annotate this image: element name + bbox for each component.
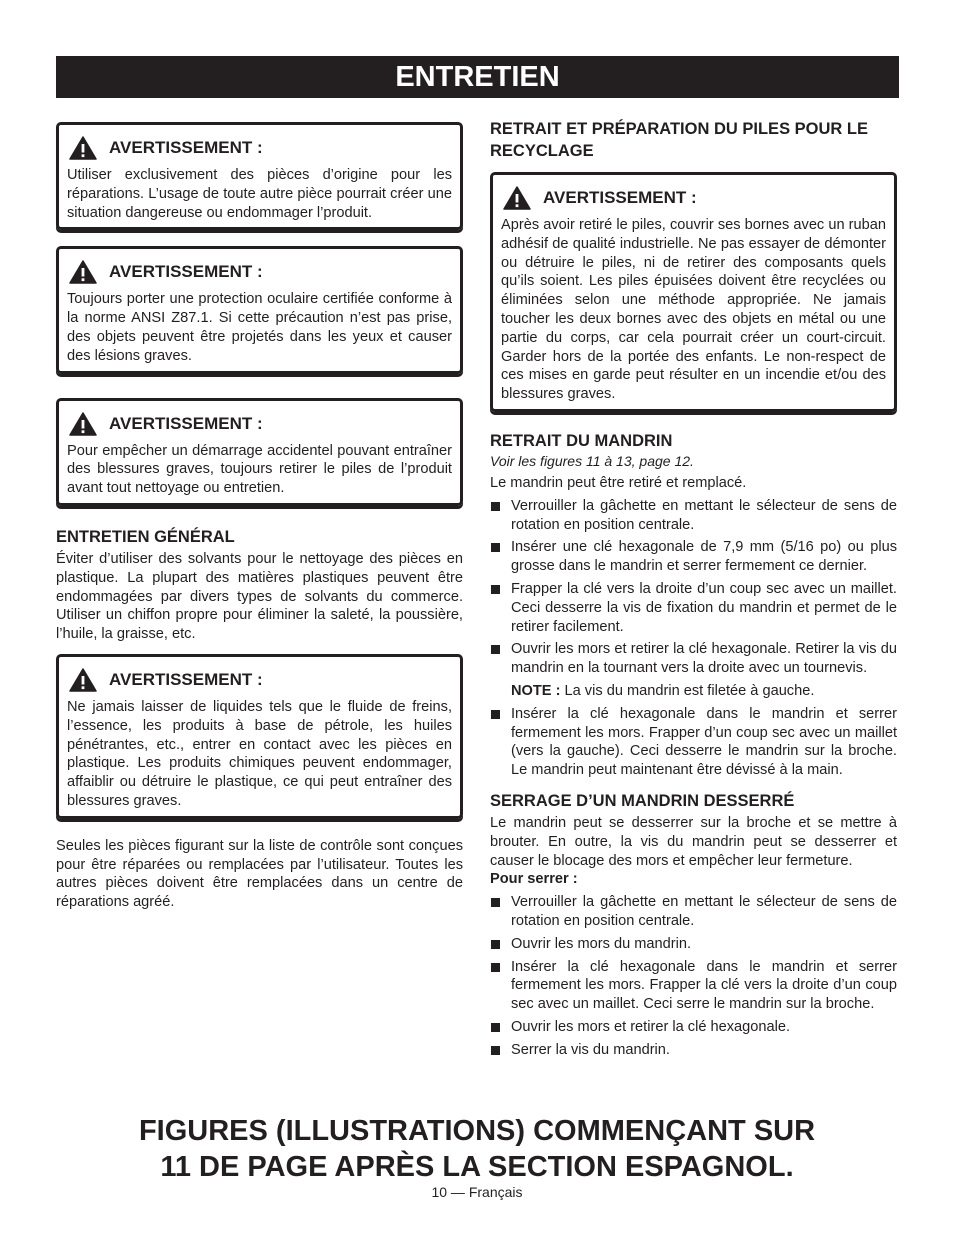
page-footer: 10 — Français (431, 1184, 523, 1200)
step-text: Verrouiller la gâchette en mettant le sélecteur de sens de rotation en position centrale. (511, 894, 897, 929)
square-bullet-icon (491, 1046, 500, 1055)
right-column (490, 118, 897, 1063)
warning-triangle-icon (69, 412, 97, 436)
warning-triangle-icon (503, 186, 531, 210)
list-item (490, 893, 897, 931)
warning-header (67, 135, 452, 161)
square-bullet-icon (491, 963, 500, 972)
warning-text: Pour empêcher un démarrage accidentel pouvant entraîner des blessures graves, toujours retirer le piles de l’produit avant tout nettoyage ou entretien. (67, 442, 452, 497)
note-text: La vis du mandrin est filetée à gauche. (560, 682, 815, 699)
warning-text: Utiliser exclusivement des pièces d’origine pour les réparations. L’usage de toute autre pièce pourrait créer une situation dangereuse ou endommager l’produit. (67, 167, 452, 221)
note-label: NOTE : (511, 682, 561, 699)
step-text: Frapper la clé vers la droite d’un coup sec avec un maillet. Ceci desserre la vis de fixation du mandrin et permet de le retirer facilement. (511, 580, 897, 635)
list-item (490, 1041, 897, 1060)
warning-box (56, 122, 463, 230)
section-heading-chuck-removal: RETRAIT DU MANDRIN (490, 431, 673, 450)
list-item (490, 958, 897, 1014)
list-item (490, 538, 897, 576)
step-text: Ouvrir les mors du mandrin. (511, 935, 692, 952)
figures-notice-line1: FIGURES (ILLUSTRATIONS) COMMENÇANT SUR (138, 1115, 816, 1147)
warning-text: Ne jamais laisser de liquides tels que le fluide de freins, l’essence, les produits à base de pétrole, les huiles pénétrantes, etc., entrer en contact avec les pièces en plastique. Les produits chimiques peuvent endommager, affaiblir ou détruire le plastique, ce qui peut entraîner des blessures graves. (67, 698, 452, 809)
warning-text: Toujours porter une protection oculaire certifiée conforme à la norme ANSI Z87.1. Si cette précaution n’est pas prise, des objets peuvent être projetés dans les yeux et causer des lésions graves. (67, 291, 452, 364)
step-text: Serrer la vis du mandrin. (511, 1041, 670, 1058)
warning-text: Après avoir retiré le piles, couvrir ses bornes avec un ruban adhésif de qualité industrielle. Ne pas essayer de démonter ou détruire le piles, ni de retirer des composants quels qu’ils soient. Les piles épuisées doivent être recyclées ou éliminées selon une méthode appropriée. Ne jamais toucher les deux bornes avec des objets en métal ou une partie du corps, car cela pourrait créer un court-circuit. Garder hors de la portée des enfants. Le non-respect de ces mises en garde peut résulter en un incendie et/ou des blessures graves. (501, 217, 886, 403)
list-item (490, 705, 897, 780)
square-bullet-icon (491, 940, 500, 949)
tighten-steps (490, 893, 897, 1059)
warning-triangle-icon (69, 668, 97, 692)
left-column (56, 118, 463, 912)
figures-notice (0, 1113, 954, 1185)
chuck-intro-text: Le mandrin peut être retiré et remplacé. (490, 474, 747, 491)
figures-notice-line2: 11 DE PAGE APRÈS LA SECTION ESPAGNOL. (160, 1151, 794, 1183)
list-item (490, 1018, 897, 1037)
warning-header (501, 185, 886, 211)
step-text: Insérer une clé hexagonale de 7,9 mm (5/16 po) ou plus grosse dans le mandrin et serrer fermement ce dernier. (511, 539, 897, 575)
list-item (490, 580, 897, 636)
warning-title: AVERTISSEMENT : (543, 188, 697, 207)
warning-box (56, 246, 463, 373)
square-bullet-icon (491, 502, 500, 511)
chuck-removal-steps (490, 497, 897, 678)
warning-title: AVERTISSEMENT : (109, 413, 263, 433)
list-item (490, 497, 897, 535)
warning-header (67, 411, 452, 437)
page-title: ENTRETIEN (56, 56, 899, 98)
chuck-removal-steps-cont (490, 705, 897, 780)
square-bullet-icon (491, 585, 500, 594)
warning-triangle-icon (69, 260, 97, 284)
general-maintenance-text: Éviter d’utiliser des solvants pour le nettoyage des pièces en plastique. La plupart des matières plastiques peuvent être endommagées par divers types de solvants du commerce. Utiliser un chiffon propre pour éliminer la saleté, la poussière, l’huile, la graisse, etc. (56, 550, 463, 643)
section-heading-general: ENTRETIEN GÉNÉRAL (56, 527, 235, 546)
square-bullet-icon (491, 543, 500, 552)
warning-header (67, 667, 452, 693)
square-bullet-icon (491, 645, 500, 654)
warning-box (56, 654, 463, 819)
step-text: Insérer la clé hexagonale dans le mandrin et serrer fermement les mors. Frapper la clé vers la droite d’un coup sec avec un maillet. Ceci serre le mandrin sur la broche. (511, 958, 897, 1013)
step-text: Insérer la clé hexagonale dans le mandrin et serrer fermement les mors. Frapper d’un coup sec avec un maillet (vers la gauche). Ceci desserre le mandrin sur la broche. Le mandrin peut maintenant être dévissé à la main. (511, 705, 897, 779)
warning-title: AVERTISSEMENT : (109, 138, 263, 157)
square-bullet-icon (491, 710, 500, 719)
section-heading-recycling: RETRAIT ET PRÉPARATION DU PILES POUR LE RECYCLAGE (490, 120, 868, 160)
list-item (490, 640, 897, 678)
tighten-label: Pour serrer : (490, 871, 578, 888)
square-bullet-icon (491, 898, 500, 907)
warning-box (490, 172, 897, 412)
figure-reference: Voir les figures 11 à 13, page 12. (490, 452, 694, 469)
section-heading-loose-chuck: SERRAGE D’UN MANDRIN DESSERRÉ (490, 791, 795, 810)
step-text: Ouvrir les mors et retirer la clé hexagonale. (511, 1018, 791, 1035)
warning-header (67, 259, 452, 285)
step-text: Ouvrir les mors et retirer la clé hexagonale. Retirer la vis du mandrin en la tournant vers la droite avec un tournevis. (511, 641, 897, 677)
warning-title: AVERTISSEMENT : (109, 669, 263, 689)
replacement-parts-text: Seules les pièces figurant sur la liste de contrôle sont conçues pour être réparées ou remplacées par l’utilisateur. Toutes les autres pièces doivent être remplacées dans un centre de réparations agréé. (56, 837, 463, 911)
loose-chuck-text: Le mandrin peut se desserrer sur la broche et se mettre à brouter. En outre, la vis du mandrin peut se desserrer et causer le blocage des mors et empêcher leur fermeture. (490, 814, 897, 869)
step-text: Verrouiller la gâchette en mettant le sélecteur de sens de rotation en position centrale. (511, 497, 897, 533)
list-item (490, 935, 897, 954)
warning-box (56, 398, 463, 506)
square-bullet-icon (491, 1023, 500, 1032)
warning-triangle-icon (69, 136, 97, 160)
note (490, 682, 897, 701)
warning-title: AVERTISSEMENT : (109, 262, 263, 282)
